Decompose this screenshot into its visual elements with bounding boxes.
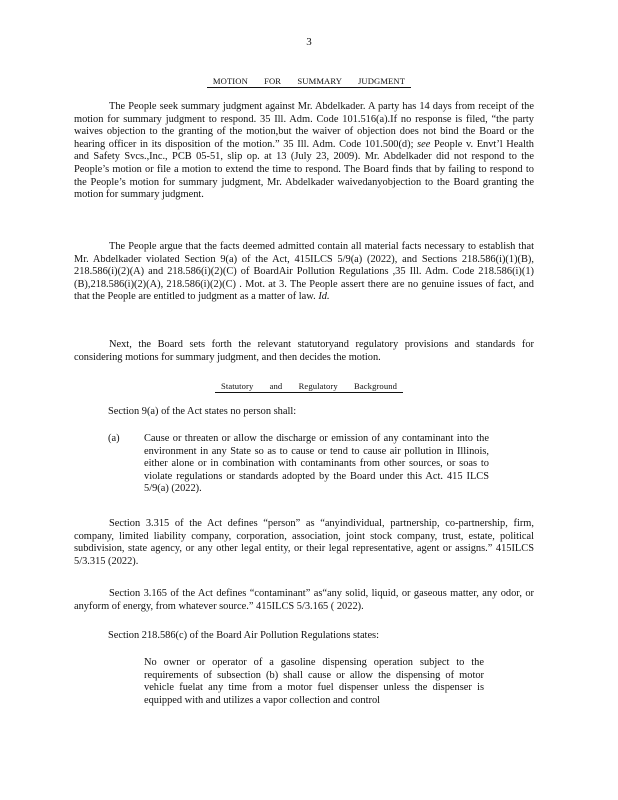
- section-heading-statutory: [0, 380, 618, 393]
- paragraph-contaminant-definition: [74, 588, 534, 613]
- list-item-text: Cause or threaten or allow the discharge or emission of any contaminant into the environment in any State so as to cause or tend to cause air pollution in Illinois, either alone or in combination with contaminants from other sources, or soas to violate regulations or standards adopted by the Board under this Act. 415 ILCS 5/9(a) (2022).: [144, 433, 489, 495]
- paragraph-text: Section 218.586(c) of the Board Air Pollution Regulations states:: [108, 630, 379, 641]
- paragraph-motion-intro: [74, 101, 534, 202]
- paragraph-people-argue: [74, 241, 534, 304]
- paragraph-text: The People argue that the facts deemed admitted contain all material facts necessary to establish that Mr. Abdelkader violated Section 9(a) of the Act, 415ILCS 5/9(a) (2022), and Sections 218.586(i)(1)(B), 218.586(i)(2)(A) and 218.586(i)(2)(C) of BoardAir Pollution Regulations ,35 Ill. Adm. Code 218.586(i)(1)(B),218.586(i)(2)(A), 218.586(i)(2)(C) . Mot. at 3. The People assert there are no genuine issues of fact, and that the People are entitled to judgment as a matter of law.: [74, 241, 534, 303]
- paragraph-text: Section 3.315 of the Act defines “person” as “anyindividual, partnership, co-partnership, firm, company, limited liability company, corporation, association, joint stock company, trust, estate, political subdivision, state agency, or any other legal entity, or their legal representative, agent or assigns.” 415ILCS 5/3.315 (2022).: [74, 518, 534, 567]
- paragraph-next: [74, 339, 534, 364]
- paragraph-text: Section 3.165 of the Act defines “contaminant” as“any solid, liquid, or gaseous matter, any odor, or anyform of energy, from whatever source.” 415ILCS 5/3.165 ( 2022).: [74, 588, 534, 612]
- heading-text: Statutory and Regulatory Background: [215, 381, 403, 393]
- paragraph-text: Next, the Board sets forth the relevant statutoryand regulatory provisions and standards for considering motions for summary judgment, and then decides the motion.: [74, 339, 534, 363]
- paragraph-text: The People seek summary judgment against Mr. Abdelkader. A party has 14 days from receipt of the motion for summary judgment to respond. 35 Ill. Adm. Code 101.516(a).If no response is filed, “the party waives objection to the granting of the motion,but the waiver of objection does not bind the Board or the hearing officer in its disposition of the motion.” 35 Ill. Adm. Code 101.500(d);: [74, 101, 534, 150]
- citation-id: Id.: [318, 291, 330, 303]
- paragraph-section-218: [108, 630, 508, 643]
- paragraph-person-definition: [74, 518, 534, 568]
- paragraph-text: People v. Envt’l Health and Safety Svcs.,Inc., PCB 05-51, slip op. at 13 (July 23, 2009). Mr. Abdelkader did not respond to the People’s motion or file a motion to extend the time to respond. The Board finds that by failing to respond to the People’s motion for summary judgment, Mr. Abdelkader waivedanyobjection to the Board granting the motion for summary judgment.: [74, 138, 534, 201]
- list-marker: (a): [108, 433, 120, 444]
- block-quote: No owner or operator of a gasoline dispensing operation subject to the requirements of subsection (b) shall cause or allow the dispensing of motor vehicle fuelat any time from a motor fuel dispenser unless the dispenser is equipped with and utilizes a vapor collection and control: [144, 657, 484, 706]
- paragraph-section-9a: [108, 406, 408, 419]
- heading-text: MOTION FOR SUMMARY JUDGMENT: [207, 76, 411, 88]
- section-heading-motion: [0, 75, 618, 88]
- page-number: 3: [306, 36, 312, 48]
- paragraph-text: Section 9(a) of the Act states no person shall:: [108, 406, 297, 417]
- signal-see: see: [417, 138, 431, 150]
